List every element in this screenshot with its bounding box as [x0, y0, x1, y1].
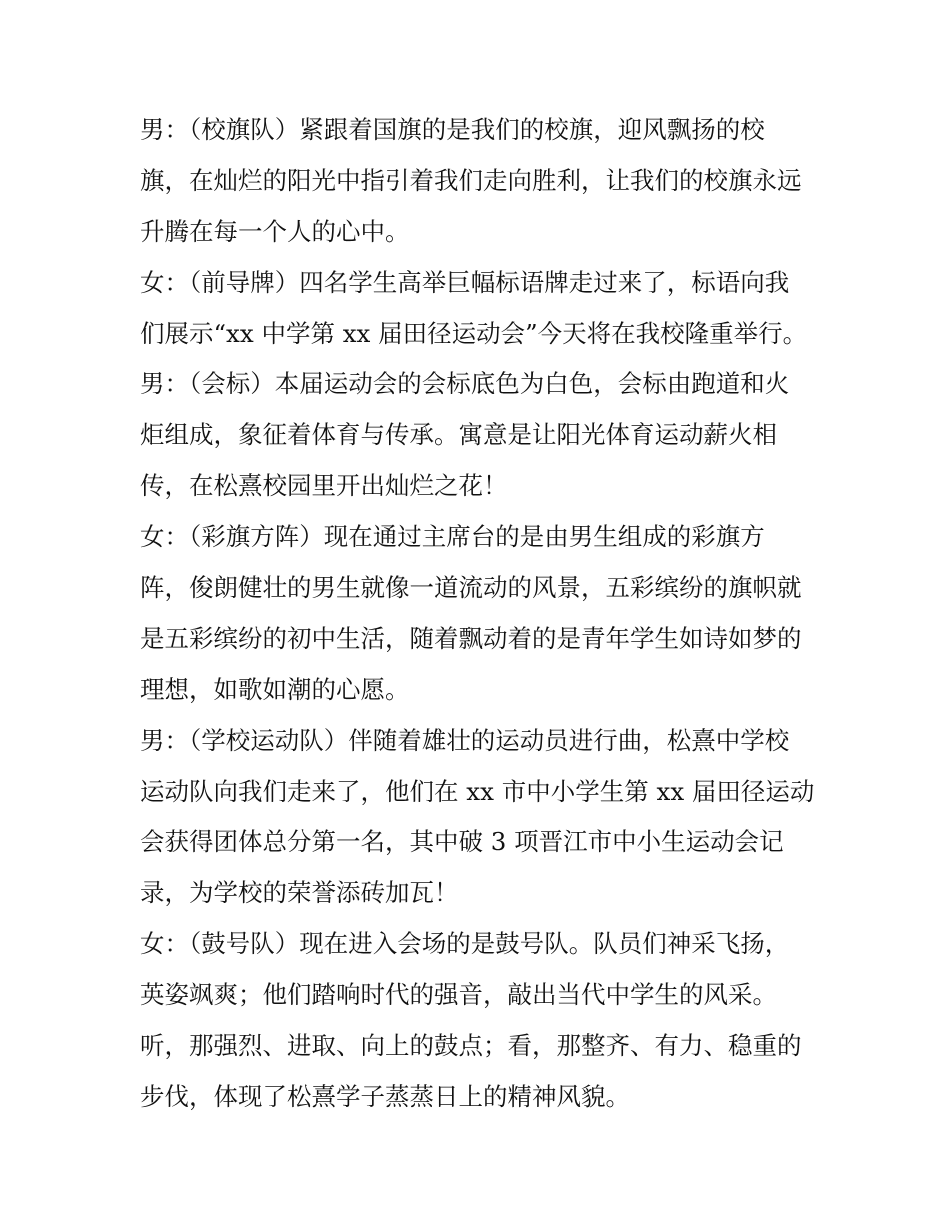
text-line: 传，在松熹校园里开出灿烂之花！ [140, 471, 508, 501]
text-line: 女：（彩旗方阵）现在通过主席台的是由男生组成的彩旗方 [140, 522, 765, 552]
text-line: 阵，俊朗健壮的男生就像一道流动的风景，五彩缤纷的旗帜就 [140, 573, 802, 603]
text-line: 是五彩缤纷的初中生活，随着飘动着的是青年学生如诗如梦的 [140, 623, 802, 653]
text-line: 男：（校旗队）紧跟着国旗的是我们的校旗，迎风飘扬的校 [140, 115, 765, 144]
text-line: 运动队向我们走来了，他们在 xx 市中小学生第 xx 届田径运动 [140, 776, 815, 806]
text-line: 理想，如歌如潮的心愿。 [140, 674, 410, 704]
script-text [140, 105, 830, 1123]
text-line: 女：（前导牌）四名学生高举巨幅标语牌走过来了，标语向我 [140, 267, 790, 297]
text-line: 男：（学校运动队）伴随着雄壮的运动员进行曲，松熹中学校 [140, 725, 790, 755]
text-line: 录，为学校的荣誉添砖加瓦！ [140, 878, 459, 908]
text-line: 步伐，体现了松熹学子蒸蒸日上的精神风貌。 [140, 1081, 630, 1111]
text-line: 炬组成，象征着体育与传承。寓意是让阳光体育运动薪火相 [140, 420, 777, 450]
text-line: 们展示“xx 中学第 xx 届田径运动会”今天将在我校隆重举行。 [140, 318, 808, 348]
text-line: 旗，在灿烂的阳光中指引着我们走向胜利，让我们的校旗永远 [140, 165, 802, 195]
text-line: 男：（会标）本届运动会的会标底色为白色，会标由跑道和火 [140, 369, 790, 399]
text-line: 女：（鼓号队）现在进入会场的是鼓号队。队员们神采飞扬， [140, 929, 790, 959]
text-line: 听，那强烈、进取、向上的鼓点；看，那整齐、有力、稳重的 [140, 1031, 802, 1061]
text-line: 升腾在每一个人的心中。 [140, 216, 410, 246]
text-line: 英姿飒爽；他们踏响时代的强音，敲出当代中学生的风采。 [140, 980, 777, 1010]
text-line: 会获得团体总分第一名，其中破 3 项晋江市中小生运动会记 [140, 827, 784, 857]
